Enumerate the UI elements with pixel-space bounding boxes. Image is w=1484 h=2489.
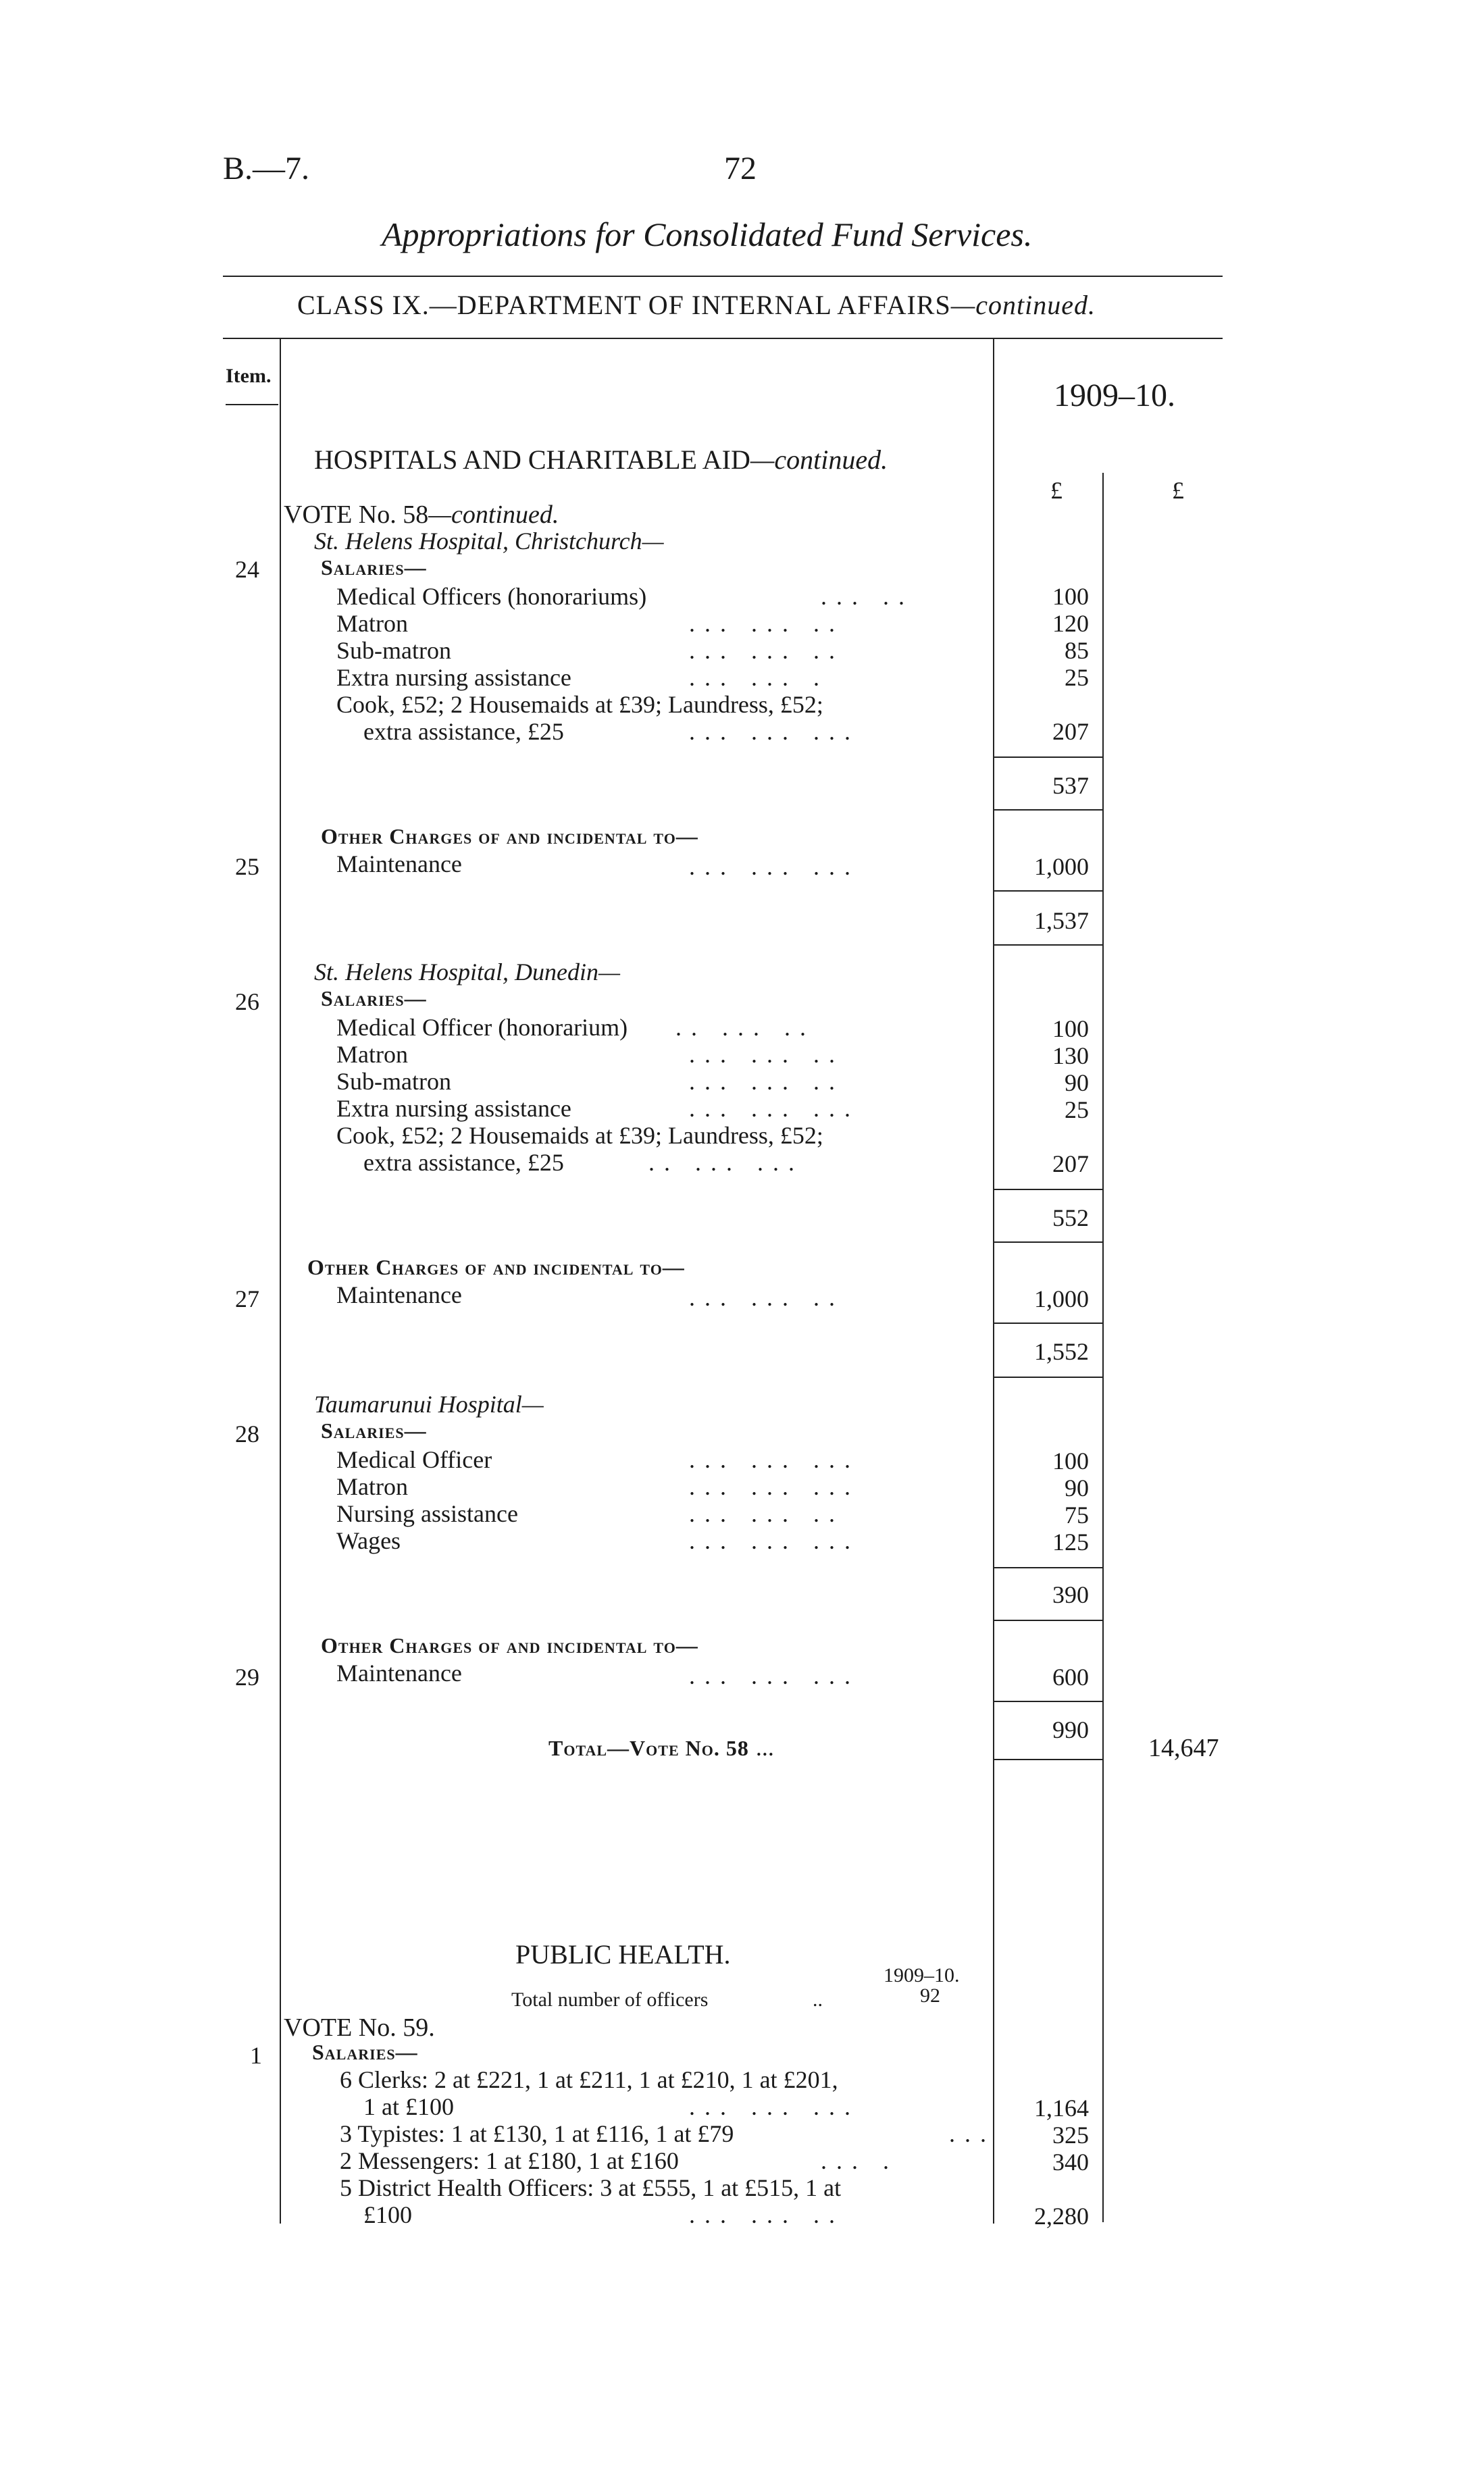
row-dots: ... ... .. <box>689 637 844 664</box>
row-dots: ... ... ... <box>689 1662 860 1689</box>
row-dots: ... ... ... <box>689 1446 860 1473</box>
salaries-label: Salaries— <box>312 2040 418 2064</box>
dunedin-heading: St. Helens Hospital, Dunedin— <box>314 958 620 985</box>
row-label: Extra nursing assistance <box>336 1095 571 1122</box>
hospitals-heading-text: HOSPITALS AND CHARITABLE AID <box>314 444 750 475</box>
row-amount: 2,280 <box>1034 2203 1089 2230</box>
total-rule <box>993 890 1102 892</box>
row-label: Matron <box>336 610 408 637</box>
row-amount: 85 <box>1065 637 1089 664</box>
maintenance-amount: 600 <box>1052 1664 1089 1691</box>
row-dots: ... ... .. <box>689 1500 844 1527</box>
class-rule <box>223 338 1223 339</box>
row-label: Cook, £52; 2 Housemaids at £39; Laundress, £52; <box>336 691 823 718</box>
row-dots: ... ... ... <box>689 853 860 880</box>
christchurch-total: 1,537 <box>1034 907 1089 934</box>
page-title: Appropriations for Consolidated Fund Services. <box>382 215 1033 253</box>
maintenance-amount: 1,000 <box>1034 853 1089 880</box>
row-dots: ... .. <box>821 583 914 610</box>
row-amount: 100 <box>1052 1015 1089 1042</box>
currency-symbol-right: £ <box>1172 477 1184 504</box>
row-amount: 25 <box>1065 1096 1089 1123</box>
taumarunui-total: 990 <box>1052 1716 1089 1743</box>
subtotal-rule <box>993 809 1102 811</box>
vote-59-heading: VOTE No. 59. <box>284 2013 435 2042</box>
item-number: 28 <box>235 1420 259 1447</box>
maintenance-label: Maintenance <box>336 1281 462 1308</box>
item-column-divider <box>280 339 281 2224</box>
row-dots: .. ... .. <box>675 1014 815 1041</box>
subtotal-rule <box>993 1567 1102 1568</box>
row-dots: ... ... .. <box>689 1068 844 1095</box>
row-dots: .. ... ... <box>648 1149 804 1176</box>
item-number: 25 <box>235 853 259 880</box>
title-rule <box>223 276 1223 277</box>
item-number: 29 <box>235 1664 259 1691</box>
total-rule <box>993 1377 1102 1378</box>
row-label: £100 <box>363 2201 412 2228</box>
row-amount: 90 <box>1065 1069 1089 1096</box>
row-amount: 207 <box>1052 718 1089 745</box>
row-label: 1 at £100 <box>363 2093 454 2120</box>
row-label: Cook, £52; 2 Housemaids at £39; Laundress, £52; <box>336 1122 823 1149</box>
christchurch-subtotal: 537 <box>1052 772 1089 799</box>
row-amount: 100 <box>1052 1447 1089 1474</box>
row-dots: ... ... ... <box>689 1527 860 1554</box>
class-heading-continued: —continued. <box>950 290 1096 320</box>
salaries-label: Salaries— <box>321 1418 427 1443</box>
row-amount: 75 <box>1065 1502 1089 1529</box>
row-dots: ... ... ... <box>689 1095 860 1122</box>
class-heading <box>297 289 1096 321</box>
item-number: 27 <box>235 1285 259 1312</box>
hospitals-heading-continued: —continued. <box>750 444 888 475</box>
subtotal-rule <box>993 1189 1102 1190</box>
item-column-header: Item. <box>226 365 272 387</box>
row-label: 2 Messengers: 1 at £180, 1 at £160 <box>340 2147 679 2174</box>
hospitals-heading <box>314 444 888 476</box>
currency-symbol-left: £ <box>1050 477 1063 504</box>
row-label: extra assistance, £25 <box>363 718 564 745</box>
subtotal-rule <box>993 1241 1102 1243</box>
public-health-heading: PUBLIC HEALTH. <box>515 1939 731 1970</box>
vote-58-text: VOTE No. 58 <box>284 501 429 529</box>
row-amount: 130 <box>1052 1042 1089 1069</box>
row-dots: ... ... ... <box>689 2093 860 2120</box>
row-amount: 340 <box>1052 2149 1089 2176</box>
christchurch-heading: St. Helens Hospital, Christchurch— <box>314 528 664 555</box>
grand-total-vote-58: 14,647 <box>1148 1734 1219 1762</box>
row-label: Extra nursing assistance <box>336 664 571 691</box>
page-number: 72 <box>724 151 757 186</box>
item-header-rule <box>226 404 278 405</box>
row-dots: ... ... .. <box>689 1284 844 1311</box>
other-charges-label: Other Charges of and incidental to— <box>321 1633 698 1658</box>
item-number: 24 <box>235 556 259 583</box>
row-label: Matron <box>336 1041 408 1068</box>
page-ref: B.—7. <box>223 151 310 186</box>
row-dots: ... ... .. <box>689 1041 844 1068</box>
row-label: Sub-matron <box>336 1068 451 1095</box>
item-number: 26 <box>235 988 259 1015</box>
class-heading-text: CLASS IX.—DEPARTMENT OF INTERNAL AFFAIRS <box>297 290 951 320</box>
row-dots: ... <box>949 2120 996 2147</box>
item-number: 1 <box>250 2042 262 2069</box>
dunedin-total: 1,552 <box>1034 1338 1089 1365</box>
row-amount: 25 <box>1065 664 1089 691</box>
total-vote-58-label: Total—Vote No. 58 <box>548 1736 749 1760</box>
row-dots: ... ... . <box>689 664 829 691</box>
total-vote-58 <box>548 1733 774 1762</box>
row-amount: 90 <box>1065 1474 1089 1502</box>
dunedin-subtotal: 552 <box>1052 1204 1089 1231</box>
inner-amount-divider <box>1102 473 1104 2222</box>
maintenance-label: Maintenance <box>336 850 462 877</box>
row-dots: ... ... ... <box>689 718 860 745</box>
maintenance-amount: 1,000 <box>1034 1285 1089 1312</box>
row-label: Nursing assistance <box>336 1500 518 1527</box>
row-label: Wages <box>336 1527 401 1554</box>
row-label: Medical Officer <box>336 1446 492 1473</box>
row-amount: 120 <box>1052 610 1089 637</box>
officers-dots: .. <box>813 1988 823 2011</box>
row-label: 6 Clerks: 2 at £221, 1 at £211, 1 at £210, 1 at £201, <box>340 2066 838 2093</box>
salaries-label: Salaries— <box>321 555 427 580</box>
vote-58-heading <box>284 500 559 530</box>
taumarunui-heading: Taumarunui Hospital— <box>314 1391 544 1418</box>
other-charges-label: Other Charges of and incidental to— <box>307 1255 685 1279</box>
row-amount: 1,164 <box>1034 2095 1089 2122</box>
row-label: Medical Officer (honorarium) <box>336 1014 628 1041</box>
row-dots: ... ... ... <box>689 1473 860 1500</box>
taumarunui-subtotal: 390 <box>1052 1581 1089 1608</box>
row-dots: ... . <box>821 2147 898 2174</box>
officers-label: Total number of officers <box>511 1988 709 2011</box>
total-rule <box>993 1759 1102 1760</box>
row-amount: 100 <box>1052 583 1089 610</box>
officers-count: 92 <box>920 1984 940 2007</box>
total-rule <box>993 1701 1102 1702</box>
row-amount: 207 <box>1052 1150 1089 1177</box>
row-label: 5 District Health Officers: 3 at £555, 1 at £515, 1 at <box>340 2174 842 2201</box>
vote-58-continued: —continued. <box>428 501 559 529</box>
subtotal-rule <box>993 756 1102 758</box>
row-amount: 125 <box>1052 1529 1089 1556</box>
salaries-label: Salaries— <box>321 986 427 1010</box>
row-label: extra assistance, £25 <box>363 1149 564 1176</box>
row-label: Medical Officers (honorariums) <box>336 583 647 610</box>
total-rule <box>993 944 1102 946</box>
row-label: 3 Typistes: 1 at £130, 1 at £116, 1 at £79 <box>340 2120 734 2147</box>
total-vote-58-dots: ... <box>755 1734 774 1761</box>
subtotal-rule <box>993 1620 1102 1621</box>
row-dots: ... ... .. <box>689 610 844 637</box>
maintenance-label: Maintenance <box>336 1660 462 1687</box>
row-label: Sub-matron <box>336 637 451 664</box>
row-label: Matron <box>336 1473 408 1500</box>
row-dots: ... ... .. <box>689 2201 844 2228</box>
year-header: 1909–10. <box>1054 378 1175 413</box>
officers-year: 1909–10. <box>884 1964 960 1986</box>
total-rule <box>993 1323 1102 1324</box>
row-amount: 325 <box>1052 2122 1089 2149</box>
other-charges-label: Other Charges of and incidental to— <box>321 824 698 848</box>
